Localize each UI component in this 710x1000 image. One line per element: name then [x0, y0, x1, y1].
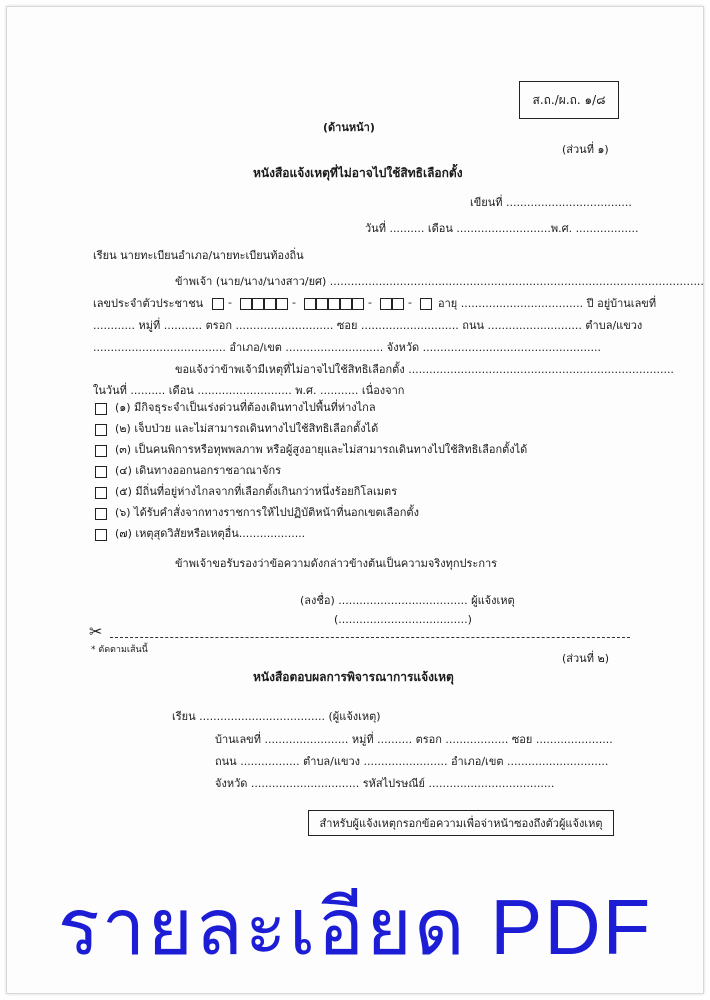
reason-label-2: (๒) เจ็บป่วย และไม่สามารถเดินทางไปใช้สิทธิเลือกตั้งได้	[115, 422, 379, 435]
reason-label-4: (๔) เดินทางออกนอกราชอาณาจักร	[115, 464, 282, 477]
written-at-field: เขียนที่ ....................................	[470, 196, 632, 209]
note-box: สำหรับผู้แจ้งเหตุกรอกข้อความเพื่อจ่าหน้าซองถึงตัวผู้แจ้งเหตุ	[308, 810, 614, 836]
reason-label-1: (๑) มีกิจธุระจำเป็นเร่งด่วนที่ต้องเดินทางไปพื้นที่ห่างไกล	[115, 401, 376, 414]
reason-label-6: (๖) ได้รับคำสั่งจากทางราชการให้ไปปฏิบัติหน้าที่นอกเขตเลือกตั้ง	[115, 506, 419, 519]
addressee-line: เรียน นายทะเบียนอำเภอ/นายทะเบียนท้องถิ่น	[93, 249, 304, 262]
address-line-2: ...................................... อำเภอ/เขต ............................ จังหวัด ...................................................	[93, 341, 602, 354]
national-id-label: เลขประจำตัวประชาชน	[93, 297, 204, 310]
applicant-name-field: ข้าพเจ้า (นาย/นาง/นางสาว/ยศ) ...........................................................................................................	[175, 275, 704, 288]
part1-label: (ส่วนที่ ๑)	[562, 143, 609, 156]
reason-checkbox-2[interactable]	[95, 424, 107, 436]
reason-checkbox-6[interactable]	[95, 508, 107, 520]
pdf-details-banner[interactable]: รายละเอียด PDF	[57, 883, 653, 971]
cut-line	[110, 637, 630, 638]
address-line-1: ............ หมู่ที่ ........... ตรอก ............................ ซอย ............................ ถนน ........................... ตำบล/แขวง	[93, 319, 643, 332]
reply-title: หนังสือตอบผลการพิจารณาการแจ้งเหตุ	[253, 670, 454, 684]
notify-line: ขอแจ้งว่าข้าพเจ้ามีเหตุที่ไม่อาจไปใช้สิทธิเลือกตั้ง ............................................................................	[175, 363, 674, 376]
form-code-box: ส.ถ./ผ.ถ. ๑/๘	[519, 81, 619, 119]
front-label: (ด้านหน้า)	[323, 121, 375, 134]
reason-label-5: (๕) มีถิ่นที่อยู่ห่างไกลจากที่เลือกตั้งเกินกว่าหนึ่งร้อยกิโลเมตร	[115, 485, 398, 498]
certify-line: ข้าพเจ้าขอรับรองว่าข้อความดังกล่าวข้างต้นเป็นความจริงทุกประการ	[175, 557, 498, 570]
reason-label-3: (๓) เป็นคนพิการหรือทุพพลภาพ หรือผู้สูงอายุและไม่สามารถเดินทางไปใช้สิทธิเลือกตั้งได้	[115, 443, 528, 456]
date-field: วันที่ .......... เดือน ...........................พ.ศ. ..................	[365, 222, 639, 235]
reason-checkbox-1[interactable]	[95, 403, 107, 415]
reply-address-line-3: จังหวัด ............................... รหัสไปรษณีย์ ....................................	[215, 777, 555, 790]
reply-address-line-2: ถนน ................. ตำบล/แขวง ........................ อำเภอ/เขต .............................	[215, 755, 609, 768]
reason-label-7: (๗) เหตุสุดวิสัยหรือเหตุอื่น...................	[115, 527, 306, 540]
part2-label: (ส่วนที่ ๒)	[562, 652, 609, 665]
age-address-field: อายุ ................................... ปี อยู่บ้านเลขที่	[438, 297, 657, 310]
scissors-icon: ✂	[89, 622, 103, 641]
reply-to-field: เรียน .................................... (ผู้แจ้งเหตุ)	[172, 710, 381, 723]
signature-field: (ลงชื่อ) ..................................... ผู้แจ้งเหตุ	[300, 594, 515, 607]
reason-checkbox-3[interactable]	[95, 445, 107, 457]
form-title: หนังสือแจ้งเหตุที่ไม่อาจไปใช้สิทธิเลือกตั้ง	[253, 166, 463, 180]
signature-name-field: (.....................................)	[334, 613, 472, 626]
reply-address-line-1: บ้านเลขที่ ........................ หมู่ที่ .......... ตรอก .................. ซอย ......................	[215, 733, 613, 746]
on-date-line: ในวันที่ .......... เดือน ........................... พ.ศ. ........... เนื่องจาก	[93, 384, 405, 397]
reason-checkbox-4[interactable]	[95, 466, 107, 478]
reason-checkbox-7[interactable]	[95, 529, 107, 541]
cut-note: * ตัดตามเส้นนี้	[91, 645, 148, 655]
reason-checkbox-5[interactable]	[95, 487, 107, 499]
